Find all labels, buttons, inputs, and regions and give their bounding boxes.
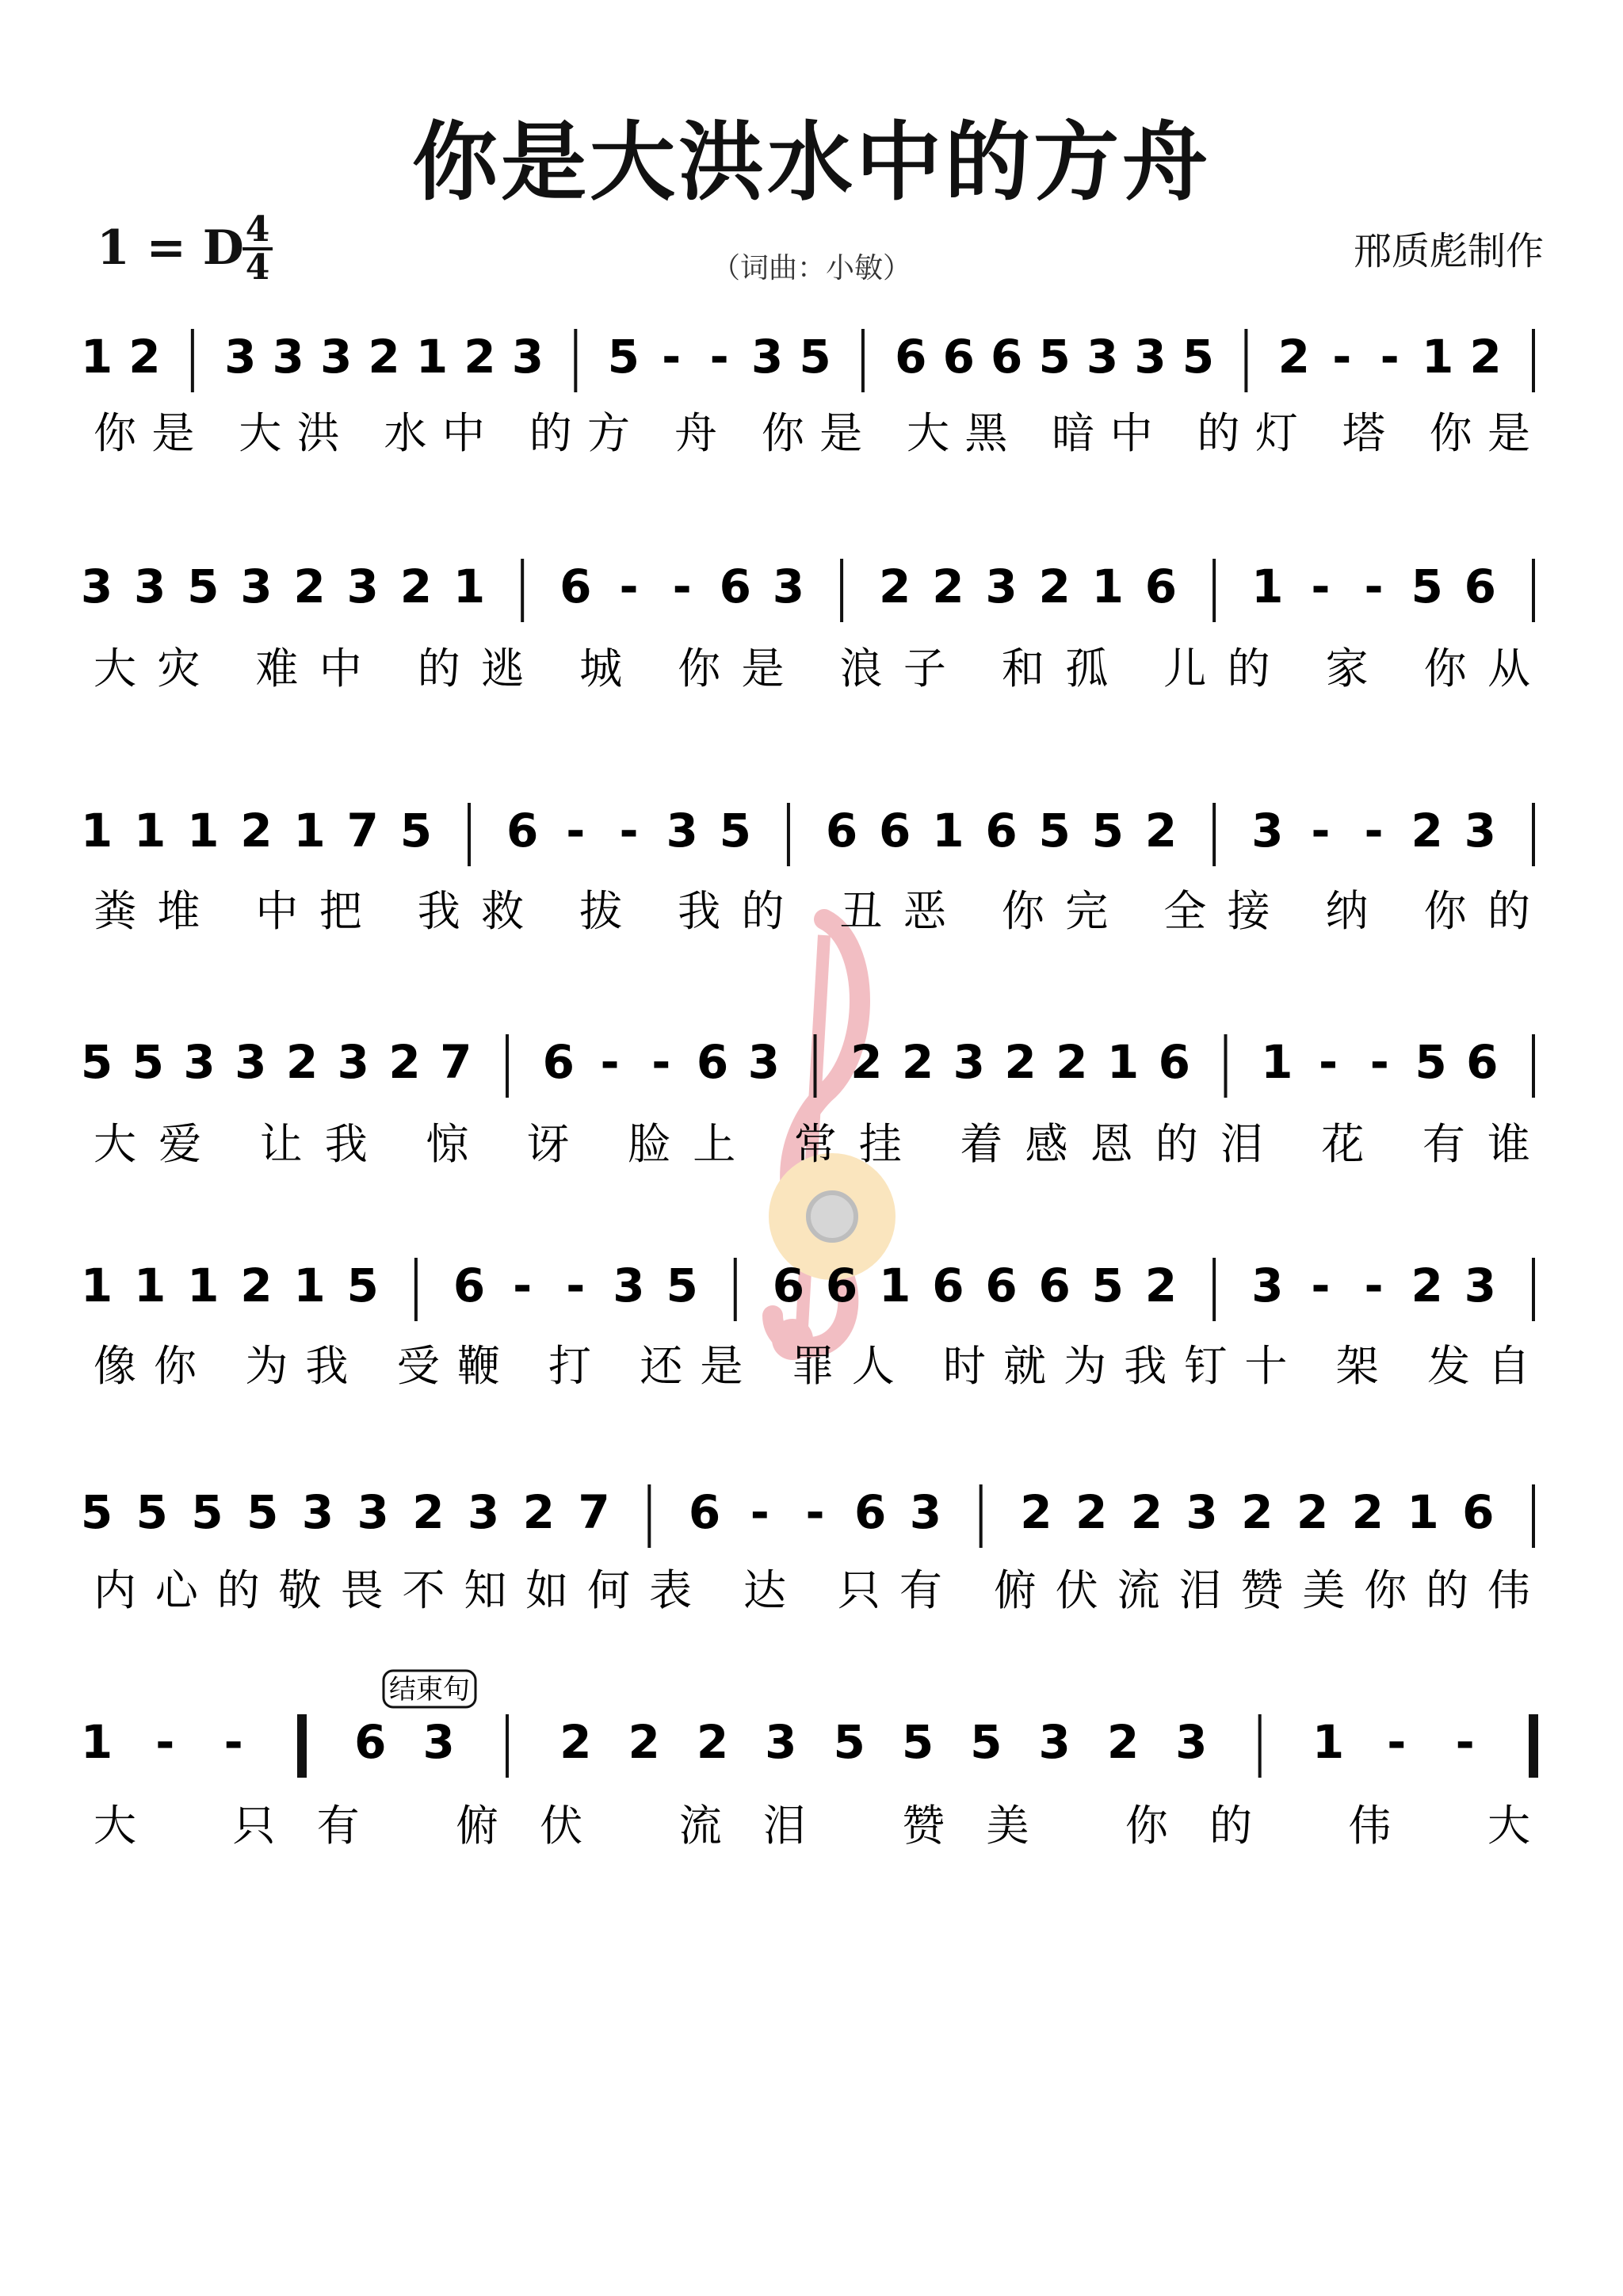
note: 1 — [293, 1259, 326, 1312]
note: 2 — [1296, 1485, 1329, 1539]
note: 2 — [464, 330, 496, 384]
note: 6 — [991, 330, 1023, 384]
hold-dash: - — [651, 1035, 671, 1089]
note: 1 — [1091, 560, 1124, 613]
note: 2 — [1241, 1485, 1274, 1539]
note: 5 — [1038, 804, 1071, 858]
key-signature: 1 = D — [97, 220, 244, 276]
score-line — [81, 1484, 1533, 1615]
note: 5 — [187, 560, 220, 613]
note: 1 — [453, 560, 486, 613]
note: 3 — [133, 560, 166, 613]
note: 2 — [1144, 804, 1178, 858]
note: 2 — [399, 560, 433, 613]
note: 3 — [953, 1035, 985, 1089]
note: 1 — [293, 804, 326, 858]
note: 3 — [985, 560, 1018, 613]
ending-label-text: 结束句 — [389, 1674, 470, 1706]
note: 3 — [272, 330, 304, 384]
note: 2 — [128, 330, 161, 384]
note: 3 — [1038, 1715, 1071, 1769]
hold-dash: - — [566, 1259, 586, 1312]
note: 1 — [80, 1715, 113, 1769]
note: 3 — [765, 1715, 797, 1769]
note: 5 — [901, 1715, 934, 1769]
note: 3 — [422, 1715, 455, 1769]
note: 2 — [628, 1715, 660, 1769]
note: 2 — [1004, 1035, 1037, 1089]
note: 5 — [799, 330, 831, 384]
note: 6 — [1158, 1035, 1190, 1089]
note: 6 — [1462, 1485, 1495, 1539]
note: 3 — [224, 330, 257, 384]
lyric-line: 大 只有 俯伏 流泪 赞美 你的 伟 大 — [94, 1801, 1531, 1851]
hold-dash: - — [1387, 1715, 1407, 1769]
lyric-line: 像你 为我 受鞭 打 还是 罪人 时就为我钉十 架 发自 — [94, 1341, 1530, 1391]
score-line — [81, 559, 1533, 693]
note: 6 — [985, 1259, 1018, 1312]
note: 3 — [909, 1485, 942, 1539]
note: 5 — [1415, 1035, 1447, 1089]
note: 2 — [1411, 804, 1443, 858]
score-line — [81, 1714, 1533, 1851]
note: 1 — [1261, 1035, 1293, 1089]
meter-bottom: 4 — [245, 247, 270, 288]
ending-label — [384, 1671, 475, 1707]
note: 6 — [1466, 1035, 1499, 1089]
hold-dash: - — [513, 1259, 533, 1312]
lyric-line: 你是 大洪 水中 的方 舟 你是 大黑 暗中 的灯 塔 你是 — [94, 408, 1530, 458]
song-title: 你是大洪水中的方舟 — [411, 113, 1211, 212]
note: 5 — [346, 1259, 379, 1312]
note: 5 — [719, 804, 751, 858]
hold-dash: - — [1380, 330, 1400, 384]
note: 5 — [666, 1259, 698, 1312]
hold-dash: - — [1318, 1035, 1338, 1089]
lyricist-credit: （词曲：小敏） — [711, 252, 911, 285]
note: 2 — [1469, 330, 1502, 384]
note: 3 — [319, 330, 353, 384]
note: 1 — [879, 1259, 911, 1312]
note: 2 — [901, 1035, 934, 1089]
note: 6 — [542, 1035, 575, 1089]
note: 2 — [293, 560, 326, 613]
score-line — [81, 329, 1533, 458]
note: 6 — [453, 1259, 486, 1312]
note: 1 — [187, 1259, 220, 1312]
note: 6 — [506, 804, 539, 858]
note: 3 — [235, 1035, 267, 1089]
note: 3 — [240, 560, 273, 613]
note: 3 — [1464, 804, 1497, 858]
hold-dash: - — [1369, 1035, 1389, 1089]
author-credit: 邢质彪制作 — [1353, 229, 1544, 273]
note: 2 — [412, 1485, 445, 1539]
note: 1 — [932, 804, 964, 858]
lyric-line: 大爱 让我 惊 讶 脸上 常挂 着感恩的泪 花 有谁 — [94, 1119, 1530, 1169]
note: 2 — [240, 1259, 273, 1312]
hold-dash: - — [672, 560, 692, 613]
note: 3 — [1251, 804, 1284, 858]
note: 3 — [346, 560, 379, 613]
note: 3 — [750, 330, 784, 384]
hold-dash: - — [709, 330, 729, 384]
note: 2 — [1106, 1715, 1140, 1769]
note: 1 — [1106, 1035, 1140, 1089]
note: 2 — [388, 1035, 421, 1089]
note: 6 — [772, 1259, 805, 1312]
note: 5 — [80, 1485, 113, 1539]
note: 5 — [1182, 330, 1215, 384]
note: 2 — [696, 1715, 729, 1769]
note: 3 — [666, 804, 698, 858]
note: 6 — [825, 1259, 858, 1312]
note: 6 — [1038, 1259, 1071, 1312]
note: 6 — [354, 1715, 387, 1769]
note: 1 — [133, 1259, 166, 1312]
hold-dash: - — [566, 804, 586, 858]
note: 5 — [191, 1485, 223, 1539]
note: 3 — [1134, 330, 1167, 384]
note: 5 — [132, 1035, 164, 1089]
note: 6 — [1464, 560, 1497, 613]
note: 1 — [80, 804, 113, 858]
hold-dash: - — [1455, 1715, 1475, 1769]
note: 1 — [1421, 330, 1454, 384]
note: 3 — [613, 1259, 645, 1312]
note: 6 — [696, 1035, 729, 1089]
note: 5 — [80, 1035, 113, 1089]
note: 6 — [1144, 560, 1178, 613]
note: 3 — [511, 330, 544, 384]
note: 7 — [346, 804, 379, 858]
note: 2 — [932, 560, 964, 613]
hold-dash: - — [750, 1485, 769, 1539]
score-line — [81, 803, 1533, 936]
note: 6 — [895, 330, 927, 384]
note: 1 — [133, 804, 166, 858]
note: 3 — [183, 1035, 216, 1089]
note: 6 — [985, 804, 1018, 858]
hold-dash: - — [1364, 804, 1384, 858]
note: 7 — [440, 1035, 472, 1089]
note: 2 — [1277, 330, 1311, 384]
note: 6 — [942, 330, 975, 384]
hold-dash: - — [1311, 1259, 1331, 1312]
note: 5 — [1038, 330, 1071, 384]
note: 1 — [1251, 560, 1284, 613]
note: 1 — [1312, 1715, 1345, 1769]
hold-dash: - — [662, 330, 682, 384]
note: 2 — [850, 1035, 883, 1089]
note: 3 — [1186, 1485, 1218, 1539]
note: 2 — [1038, 560, 1071, 613]
note: 2 — [1144, 1259, 1178, 1312]
note: 6 — [879, 804, 911, 858]
note: 2 — [285, 1035, 319, 1089]
note: 3 — [747, 1035, 780, 1089]
note: 3 — [772, 560, 805, 613]
hold-dash: - — [1332, 330, 1352, 384]
note: 5 — [136, 1485, 168, 1539]
hold-dash: - — [600, 1035, 620, 1089]
note: 3 — [1086, 330, 1119, 384]
note: 3 — [301, 1485, 334, 1539]
lyric-line: 内心的敬畏不知如何表 达 只有 俯伏流泪赞美你的伟 — [94, 1565, 1530, 1615]
note: 5 — [833, 1715, 865, 1769]
hold-dash: - — [805, 1485, 825, 1539]
note: 2 — [1351, 1485, 1384, 1539]
note: 3 — [1464, 1259, 1497, 1312]
note: 5 — [1091, 804, 1124, 858]
note: 2 — [559, 1715, 592, 1769]
note: 2 — [1020, 1485, 1052, 1539]
note: 2 — [240, 804, 273, 858]
hold-dash: - — [619, 804, 639, 858]
hold-dash: - — [619, 560, 639, 613]
note: 5 — [607, 330, 640, 384]
note: 6 — [854, 1485, 887, 1539]
note: 5 — [970, 1715, 1002, 1769]
note: 1 — [415, 330, 449, 384]
note: 3 — [337, 1035, 369, 1089]
note: 2 — [1075, 1485, 1108, 1539]
lyric-line: 粪堆 中把 我救 拔 我的 丑恶 你完 全接 纳 你的 — [94, 886, 1530, 936]
note: 2 — [1411, 1259, 1443, 1312]
note: 6 — [932, 1259, 964, 1312]
note: 1 — [80, 330, 113, 384]
note: 1 — [187, 804, 220, 858]
note: 5 — [246, 1485, 279, 1539]
hold-dash: - — [1364, 560, 1384, 613]
note: 3 — [357, 1485, 389, 1539]
hold-dash: - — [1311, 560, 1331, 613]
note: 6 — [825, 804, 858, 858]
hold-dash: - — [155, 1715, 175, 1769]
note: 7 — [578, 1485, 610, 1539]
note: 1 — [1407, 1485, 1439, 1539]
lyric-line: 大灾 难中 的逃 城 你是 浪子 和孤 儿的 家 你从 — [94, 644, 1530, 693]
note: 3 — [1251, 1259, 1284, 1312]
note: 2 — [368, 330, 400, 384]
note: 1 — [80, 1259, 113, 1312]
note: 6 — [719, 560, 751, 613]
note: 5 — [1091, 1259, 1124, 1312]
hold-dash: - — [1311, 804, 1331, 858]
note: 6 — [559, 560, 592, 613]
note: 3 — [467, 1485, 500, 1539]
note: 2 — [1130, 1485, 1163, 1539]
note: 5 — [399, 804, 433, 858]
hold-dash: - — [223, 1715, 243, 1769]
note: 3 — [80, 560, 113, 613]
note: 3 — [1175, 1715, 1208, 1769]
note: 5 — [1411, 560, 1443, 613]
note: 2 — [1056, 1035, 1088, 1089]
hold-dash: - — [1364, 1259, 1384, 1312]
note: 2 — [522, 1485, 556, 1539]
meter-top: 4 — [245, 209, 270, 250]
note: 2 — [879, 560, 911, 613]
note: 6 — [688, 1485, 721, 1539]
